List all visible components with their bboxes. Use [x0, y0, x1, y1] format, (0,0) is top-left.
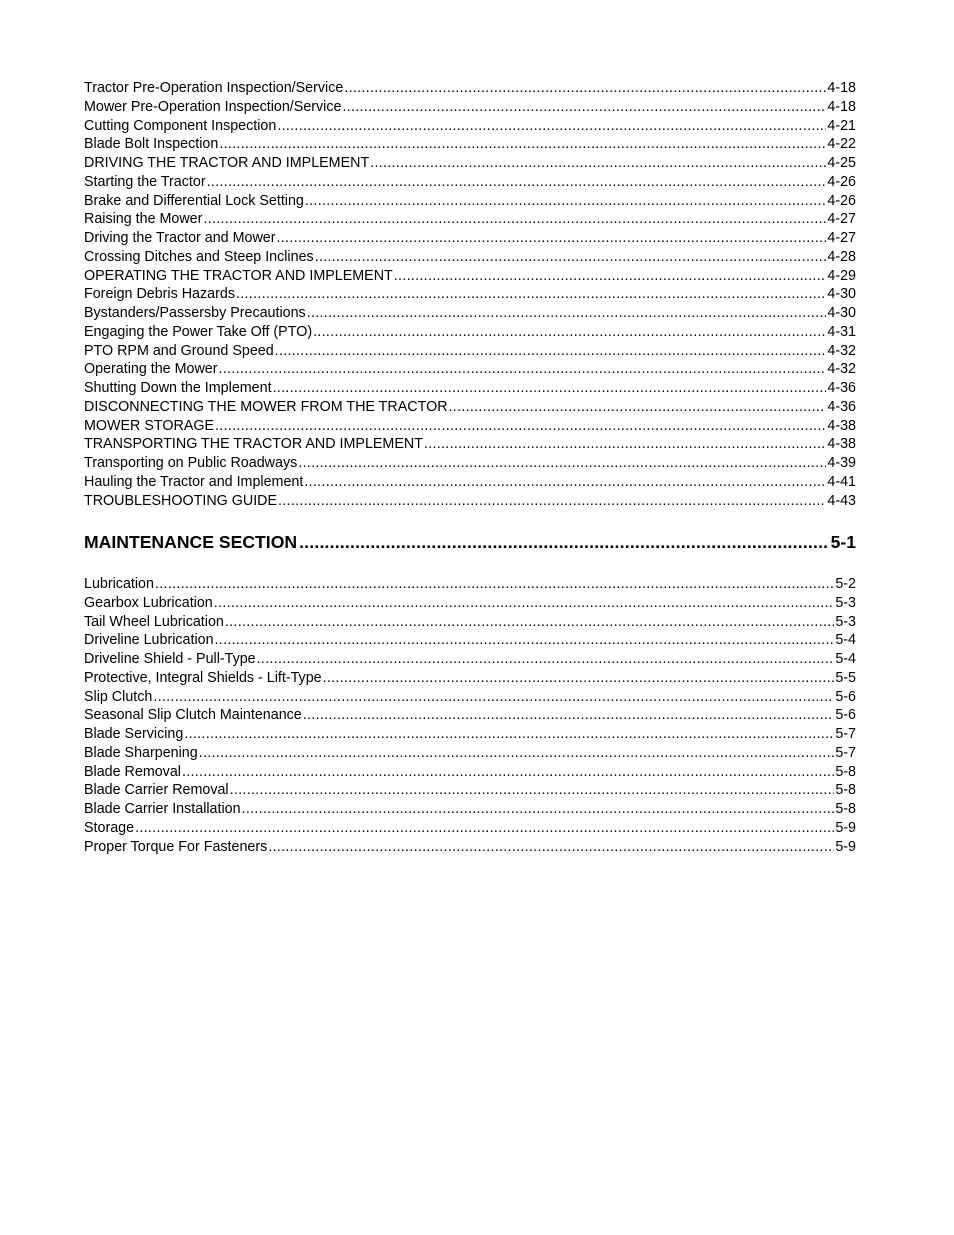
dot-leader [207, 173, 827, 192]
toc-entry-page: 5-3 [835, 594, 856, 611]
toc-entry[interactable] [84, 117, 856, 136]
toc-maintenance-list [84, 575, 856, 856]
dot-leader [278, 492, 826, 511]
dot-leader [135, 819, 834, 838]
toc-entry[interactable] [84, 417, 856, 436]
toc-entry-page: 4-29 [827, 267, 856, 284]
toc-entry-title: Driveline Lubrication [84, 632, 214, 649]
toc-entry-page: 4-32 [827, 361, 856, 378]
dot-leader [225, 613, 834, 632]
dot-leader [323, 669, 835, 688]
dot-leader [230, 781, 835, 800]
toc-entry[interactable] [84, 267, 856, 286]
toc-section-heading [84, 531, 856, 553]
dot-leader [219, 135, 826, 154]
toc-entry[interactable] [84, 763, 856, 782]
toc-entry[interactable] [84, 781, 856, 800]
toc-entry-title: Blade Removal [84, 763, 181, 780]
dot-leader [424, 435, 826, 454]
toc-entry[interactable] [84, 229, 856, 248]
toc-entry-title: Blade Servicing [84, 726, 184, 742]
toc-entry-page: 5-8 [835, 801, 856, 817]
dot-leader [155, 575, 834, 594]
toc-entry[interactable] [84, 669, 856, 688]
dot-leader [215, 417, 826, 436]
toc-entry-title: TROUBLESHOOTING GUIDE [84, 492, 278, 509]
toc-entry-page: 4-26 [827, 192, 856, 209]
toc-entry[interactable] [84, 454, 856, 473]
toc-entry[interactable] [84, 688, 856, 707]
dot-leader [370, 154, 826, 173]
dot-leader [307, 304, 827, 323]
toc-entry-page: 4-28 [827, 248, 856, 265]
toc-entry-page: 5-4 [835, 632, 856, 649]
toc-entry-page: 4-41 [827, 473, 856, 490]
toc-entry[interactable] [84, 650, 856, 669]
toc-entry-title: Lubrication [84, 576, 154, 592]
toc-entry-page: 4-36 [827, 380, 856, 396]
dot-leader [299, 531, 828, 553]
dot-leader [273, 379, 827, 398]
toc-entry[interactable] [84, 135, 856, 154]
toc-entry-page: 4-38 [827, 436, 856, 453]
toc-entry-title: Bystanders/Passersby Precautions [84, 305, 306, 321]
toc-entry-title: Brake and Differential Lock Setting [84, 192, 304, 209]
toc-entry[interactable] [84, 398, 856, 417]
toc-entry-title: Blade Sharpening [84, 744, 198, 761]
toc-entry-page: 4-38 [827, 417, 856, 434]
dot-leader [304, 473, 826, 492]
toc-entry-page: 5-8 [835, 782, 856, 799]
toc-entry-page: 5-9 [835, 819, 856, 836]
dot-leader [275, 342, 827, 361]
toc-entry-title: OPERATING THE TRACTOR AND IMPLEMENT [84, 267, 393, 284]
toc-entry-page: 4-30 [827, 305, 856, 321]
toc-entry[interactable] [84, 285, 856, 304]
toc-entry-title: Proper Torque For Fasteners [84, 838, 268, 855]
toc-entry-title: Mower Pre-Operation Inspection/Service [84, 98, 342, 115]
toc-entry[interactable] [84, 98, 856, 117]
toc-entry[interactable] [84, 323, 856, 342]
toc-entry-title: Cutting Component Inspection [84, 117, 277, 134]
toc-entry-title: Gearbox Lubrication [84, 594, 213, 611]
section-page: 5-1 [830, 532, 856, 552]
toc-entry-title: Seasonal Slip Clutch Maintenance [84, 707, 302, 724]
toc-entry-page: 4-43 [827, 492, 856, 509]
dot-leader [215, 631, 835, 650]
dot-leader [219, 360, 827, 379]
toc-entry-page: 5-9 [835, 838, 856, 855]
toc-entry[interactable] [84, 360, 856, 379]
toc-entry-title: Tail Wheel Lubrication [84, 613, 224, 630]
toc-entry[interactable] [84, 838, 856, 857]
toc-entry-title: PTO RPM and Ground Speed [84, 342, 274, 359]
toc-entry[interactable] [84, 173, 856, 192]
toc-entry-title: Raising the Mower [84, 211, 203, 228]
toc-entry[interactable] [84, 706, 856, 725]
toc-entry-page: 4-27 [827, 211, 856, 228]
toc-entry-page: 5-7 [835, 744, 856, 761]
toc-entry-title: Engaging the Power Take Off (PTO) [84, 323, 313, 340]
toc-entry-page: 4-21 [827, 117, 856, 134]
toc-entry-title: Blade Carrier Installation [84, 801, 241, 817]
dot-leader [305, 192, 826, 211]
dot-leader [394, 267, 827, 286]
toc-entry[interactable] [84, 79, 856, 98]
toc-entry-title: DRIVING THE TRACTOR AND IMPLEMENT [84, 155, 370, 171]
toc-entry[interactable] [84, 492, 856, 511]
toc-entry-title: Starting the Tractor [84, 173, 206, 190]
toc-entry[interactable] [84, 575, 856, 594]
dot-leader [257, 650, 835, 669]
toc-entry-title: Foreign Debris Hazards [84, 286, 235, 303]
dot-leader [277, 117, 826, 136]
toc-entry-title: Operating the Mower [84, 361, 218, 378]
toc-entry-title: Protective, Integral Shields - Lift-Type [84, 669, 322, 686]
toc-entry[interactable] [84, 744, 856, 763]
toc-entry-page: 4-18 [827, 80, 856, 96]
dot-leader [303, 706, 835, 725]
dot-leader [236, 285, 826, 304]
toc-entry[interactable] [84, 379, 856, 398]
toc-entry[interactable] [84, 154, 856, 173]
toc-entry[interactable] [84, 304, 856, 323]
toc-entry-page: 4-32 [827, 342, 856, 359]
toc-entry[interactable] [84, 800, 856, 819]
dot-leader [214, 594, 835, 613]
toc-entry-title: Blade Carrier Removal [84, 782, 229, 799]
toc-entry-page: 4-27 [827, 230, 856, 246]
toc-entry[interactable] [84, 594, 856, 613]
dot-leader [268, 838, 834, 857]
toc-entry-title: Crossing Ditches and Steep Inclines [84, 248, 314, 265]
toc-entry-page: 5-5 [835, 669, 856, 686]
dot-leader [153, 688, 834, 707]
dot-leader [242, 800, 835, 819]
dot-leader [315, 248, 827, 267]
toc-entry-title: Shutting Down the Implement [84, 380, 272, 396]
toc-entry-page: 4-36 [827, 398, 856, 415]
toc-entry-title: Storage [84, 819, 135, 836]
toc-entry-page: 4-26 [827, 173, 856, 190]
toc-entry[interactable] [84, 210, 856, 229]
toc-entry[interactable] [84, 342, 856, 361]
toc-entry-title: Tractor Pre-Operation Inspection/Service [84, 80, 344, 96]
toc-entry[interactable] [84, 192, 856, 211]
toc-entry[interactable] [84, 435, 856, 454]
toc-entry[interactable] [84, 725, 856, 744]
dot-leader [199, 744, 835, 763]
dot-leader [344, 79, 826, 98]
toc-entry-page: 4-30 [827, 286, 856, 303]
toc-entry-title: Driveline Shield - Pull-Type [84, 651, 256, 667]
toc-entry-page: 4-31 [827, 323, 856, 340]
section-title: MAINTENANCE SECTION [84, 532, 298, 552]
toc-entry-title: MOWER STORAGE [84, 417, 215, 434]
maintenance-section-heading[interactable] [84, 531, 856, 553]
toc-entry-page: 5-6 [835, 688, 856, 705]
toc-entry-title: DISCONNECTING THE MOWER FROM THE TRACTOR [84, 398, 448, 415]
toc-entry[interactable] [84, 473, 856, 492]
toc-entry-page: 5-4 [835, 651, 856, 667]
dot-leader [203, 210, 826, 229]
toc-entry-page: 5-6 [835, 707, 856, 724]
toc-entry-page: 5-2 [835, 576, 856, 592]
dot-leader [342, 98, 826, 117]
toc-entry-title: Blade Bolt Inspection [84, 136, 219, 153]
dot-leader [313, 323, 826, 342]
toc-entry[interactable] [84, 819, 856, 838]
toc-entry-page: 5-7 [835, 726, 856, 742]
dot-leader [182, 763, 834, 782]
toc-entry-title: Slip Clutch [84, 688, 153, 705]
toc-entry-page: 5-3 [835, 613, 856, 630]
toc-entry-title: Driving the Tractor and Mower [84, 230, 276, 246]
toc-entry-title: TRANSPORTING THE TRACTOR AND IMPLEMENT [84, 436, 423, 453]
toc-entry-page: 4-25 [827, 155, 856, 171]
dot-leader [277, 229, 827, 248]
toc-entry-title: Transporting on Public Roadways [84, 455, 298, 471]
toc-entry[interactable] [84, 631, 856, 650]
toc-entry[interactable] [84, 613, 856, 632]
dot-leader [449, 398, 827, 417]
toc-entry-page: 4-39 [827, 455, 856, 471]
toc-entry-page: 4-22 [827, 136, 856, 153]
dot-leader [184, 725, 834, 744]
toc-entry-page: 4-18 [827, 98, 856, 115]
dot-leader [298, 454, 826, 473]
toc-entry[interactable] [84, 248, 856, 267]
toc-entry-page: 5-8 [835, 763, 856, 780]
toc-operation-list [84, 79, 856, 510]
toc-entry-title: Hauling the Tractor and Implement [84, 473, 304, 490]
